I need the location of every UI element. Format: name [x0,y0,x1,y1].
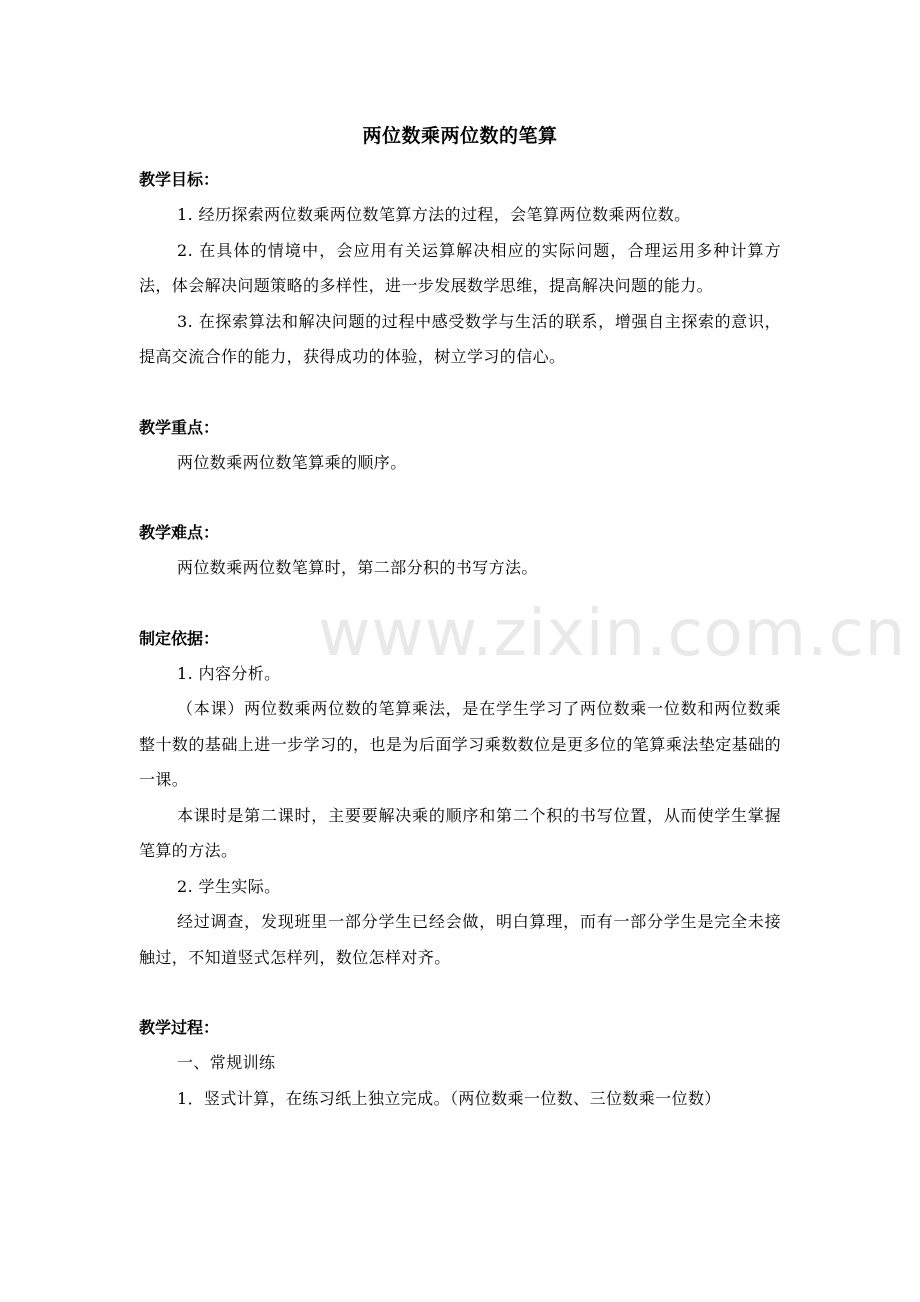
key-points-heading: 教学重点： [139,417,220,437]
section-spacer [139,480,781,515]
document-title: 两位数乘两位数的笔算 [362,125,558,147]
watermark: www.zixin.com.cn [318,597,907,671]
basis-paragraph: 1. 内容分析。 [177,663,281,683]
basis-paragraph: 经过调查，发现班里一部分学生已经会做，明白算理，而有一部分学生是完全未接触过，不知道竖式怎样列，数位怎样对齐。 [139,912,781,967]
process-heading: 教学过程： [139,1018,220,1037]
document-body [139,162,781,1116]
section-spacer [139,975,781,1010]
basis-heading: 制定依据： [139,628,220,648]
objectives-heading: 教学目标： [139,170,220,189]
objective-item: 1. 经历探索两位数乘两位数笔算方法的过程，会笔算两位数乘两位数。 [177,205,691,224]
difficulties-text: 两位数乘两位数笔算时，第二部分积的书写方法。 [177,558,538,577]
difficulties-heading: 教学难点： [139,523,220,542]
basis-paragraph: 2. 学生实际。 [177,876,281,896]
key-points-text: 两位数乘两位数笔算乘的顺序。 [177,452,407,472]
basis-paragraph: （本课）两位数乘两位数的笔算乘法，是在学生学习了两位数乘一位数和两位数乘整十数的基础上进一步学习的，也是为后面学习乘数数位是更多位的笔算乘法垫定基础的一课。 [139,699,781,789]
process-paragraph: 1．竖式计算，在练习纸上独立完成。（两位数乘一位数、三位数乘一位数） [177,1088,721,1108]
section-spacer [139,586,781,621]
process-paragraph: 一、常规训练 [177,1053,276,1072]
objective-item: 2. 在具体的情境中，会应用有关运算解决相应的实际问题，合理运用多种计算方法，体会解决问题策略的多样性，进一步发展数学思维，提高解决问题的能力。 [139,240,781,295]
basis-paragraph: 本课时是第二课时，主要要解决乘的顺序和第二个积的书写位置，从而使学生掌握笔算的方法。 [139,805,781,860]
section-spacer [139,375,781,410]
objective-item: 3. 在探索算法和解决问题的过程中感受数学与生活的联系，增强自主探索的意识，提高交流合作的能力，获得成功的体验，树立学习的信心。 [139,311,781,366]
